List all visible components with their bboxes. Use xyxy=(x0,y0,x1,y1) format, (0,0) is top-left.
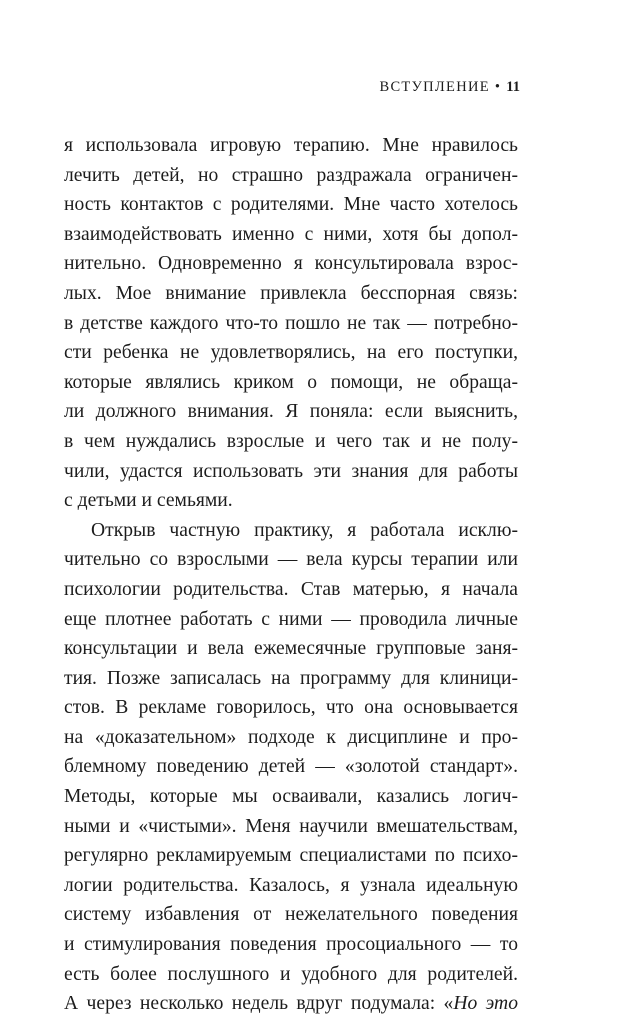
text-line: есть более послушного и удобного для родителей. xyxy=(64,963,518,985)
text-line: логии родительства. Казалось, я узнала идеальную xyxy=(64,874,518,896)
text-line: я использовала игровую терапию. Мне нравилось xyxy=(64,135,518,156)
page-number: 11 xyxy=(506,79,520,95)
text-line: тия. Позже записалась на программу для клиници- xyxy=(64,667,518,689)
text-line: в детстве каждого что-то пошло не так — потребно- xyxy=(64,312,518,334)
text-line: и стимулирования поведения просоциального — то xyxy=(64,934,518,956)
text-line: психологии родительства. Став матерью, я начала xyxy=(64,578,518,600)
text-line: систему избавления от нежелательного поведения xyxy=(64,904,518,926)
running-header xyxy=(379,79,520,96)
text-line: ными и «чистыми». Меня научили вмешательствам, xyxy=(64,815,518,837)
text-line: Методы, которые мы осваивали, казались логич- xyxy=(64,786,518,808)
text-line: с детьми и семьями. xyxy=(64,490,233,512)
text-line: Открыв частную практику, я работала исклю- xyxy=(91,519,518,541)
text-line: ность контактов с родителями. Мне часто хотелось xyxy=(64,194,518,216)
paragraph-2 xyxy=(64,516,518,1019)
paragraph-1 xyxy=(64,131,518,516)
text-line: ли должного внимания. Я поняла: если выяснить, xyxy=(64,401,518,423)
section-title: ВСТУПЛЕНИЕ xyxy=(379,79,490,95)
text-line: взаимодействовать именно с ними, хотя бы допол- xyxy=(64,223,518,245)
text-line: которые являлись криком о помощи, не обраща- xyxy=(64,371,518,393)
text-line: еще плотнее работать с ними — проводила личные xyxy=(64,608,518,630)
header-separator: • xyxy=(494,79,502,95)
text-span: А через несколько недель вдруг подумала: « xyxy=(64,993,454,1015)
text-line: консультации и вела ежемесячные групповые заня- xyxy=(64,638,518,660)
text-line: на «доказательном» подходе к дисциплине и про- xyxy=(64,726,518,748)
text-line: регулярно рекламируемым специалистами по психо- xyxy=(64,845,518,867)
text-line-final xyxy=(64,989,518,1019)
text-line: чительно со взрослыми — вела курсы терапии или xyxy=(64,549,518,571)
text-line: чили, удастся использовать эти знания для работы xyxy=(64,460,518,482)
text-line: блемному поведению детей — «золотой стандарт». xyxy=(64,756,518,778)
text-line: лечить детей, но страшно раздражала ограничен- xyxy=(64,164,518,186)
text-line: сти ребенка не удовлетворялись, на его поступки, xyxy=(64,342,518,364)
text-line: в чем нуждались взрослые и чего так и не полу- xyxy=(64,430,518,452)
text-line: нительно. Одновременно я консультировала взрос- xyxy=(64,253,518,275)
body-text xyxy=(64,131,518,1019)
italic-quote: Но это xyxy=(453,993,518,1015)
text-line: стов. В рекламе говорилось, что она основывается xyxy=(64,697,518,719)
text-line: лых. Мое внимание привлекла бесспорная связь: xyxy=(64,282,518,304)
